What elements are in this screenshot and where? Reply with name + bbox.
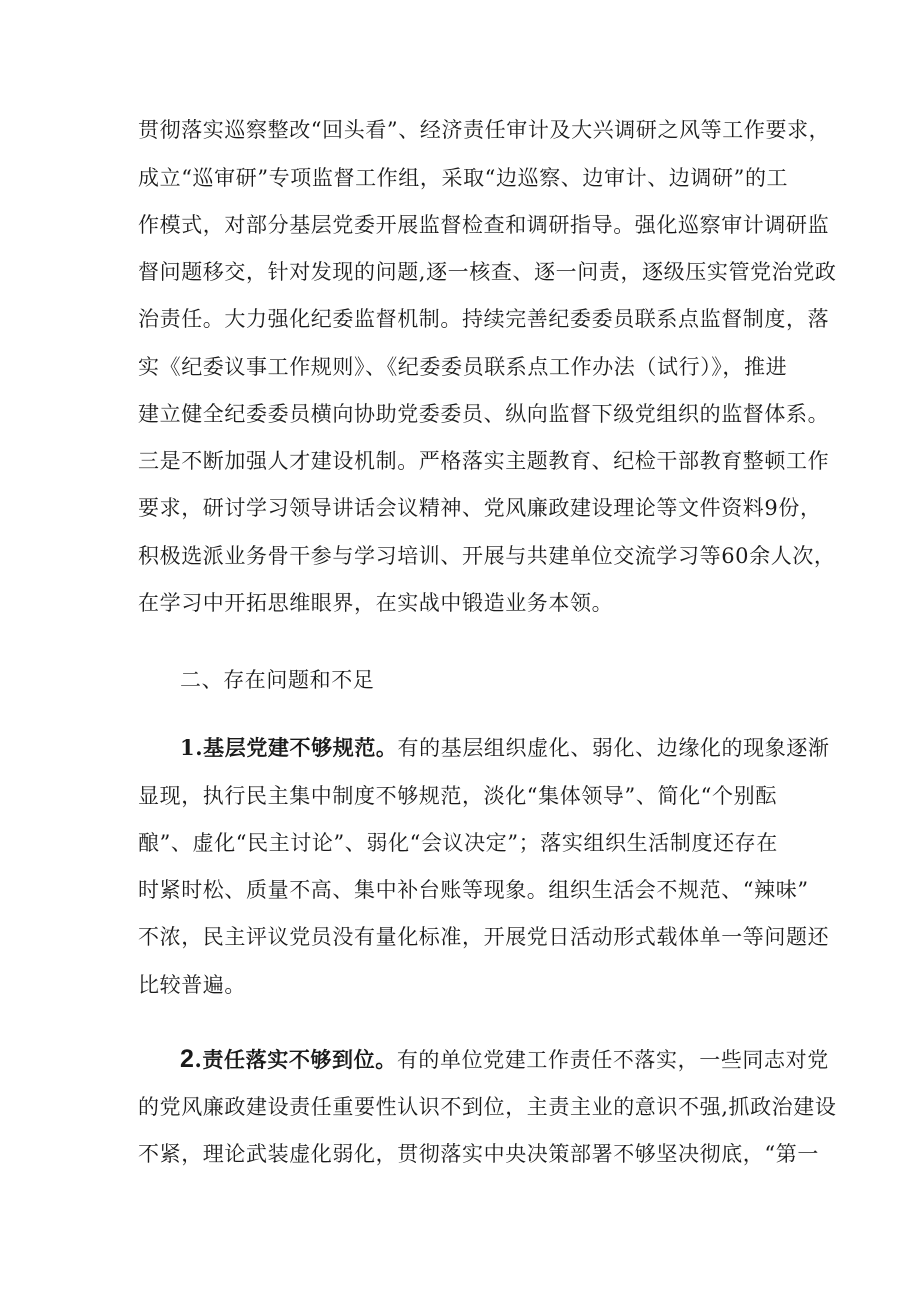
paragraph-line: 时紧时松、质量不高、集中补台账等现象。组织生活会不规范、“辣味” <box>138 878 809 902</box>
paragraph-line: 贯彻落实巡察整改“回头看”、经济责任审计及大兴调研之风等工作要求， <box>138 118 831 142</box>
paragraph-line: 的党风廉政建设责任重要性认识不到位，主责主业的意识不强,抓政治建设 <box>138 1095 837 1119</box>
item-first-line <box>180 734 830 762</box>
paragraph-line: 酿”、虚化“民主讨论”、弱化“会议决定”；落实组织生活制度还存在 <box>138 831 778 855</box>
paragraph-line: 比较普遍。 <box>138 973 246 997</box>
paragraph-line: 实《纪委议事工作规则》、《纪委委员联系点工作办法（试行）》，推进 <box>138 355 788 379</box>
paragraph-line: 治责任。大力强化纪委监督机制。持续完善纪委委员联系点监督制度，落 <box>138 307 830 331</box>
paragraph-line: 成立“巡审研”专项监督工作组，采取“边巡察、边审计、边调研”的工 <box>138 166 789 190</box>
paragraph-line: 作模式，对部分基层党委开展监督检查和调研指导。强化巡察审计调研监 <box>138 213 830 237</box>
paragraph-line: 显现，执行民主集中制度不够规范，淡化“集体领导”、简化“个别酝 <box>138 784 777 808</box>
item-number: 2 <box>180 1045 195 1073</box>
item-title: .责任落实不够到位。 <box>194 1047 397 1072</box>
paragraph-line: 在学习中开拓思维眼界，在实战中锻造业务本领。 <box>138 591 614 615</box>
item-first-line <box>180 1045 829 1074</box>
item-text: 有的基层组织虚化、弱化、边缘化的现象逐渐 <box>397 736 830 760</box>
section-heading: 二、存在问题和不足 <box>180 668 375 692</box>
paragraph-line: 建立健全纪委委员横向协助党委委员、纵向监督下级党组织的监督体系。 <box>138 402 830 426</box>
paragraph-line: 三是不断加强人才建设机制。严格落实主题教育、纪检干部教育整顿工作 <box>138 449 830 473</box>
item-title: 1.基层党建不够规范。 <box>180 735 398 760</box>
paragraph-line: 不紧，理论武装虚化弱化，贯彻落实中央决策部署不够坚决彻底，“第一 <box>138 1142 819 1166</box>
paragraph-line: 积极选派业务骨干参与学习培训、开展与共建单位交流学习等60余人次， <box>138 544 836 568</box>
paragraph-line: 督问题移交，针对发现的问题,逐一核查、逐一问责，逐级压实管党治党政 <box>138 260 837 284</box>
paragraph-line: 不浓，民主评议党员没有量化标准，开展党日活动形式载体单一等问题还 <box>138 925 830 949</box>
paragraph-line: 要求，研讨学习领导讲话会议精神、党风廉政建设理论等文件资料9份， <box>138 496 822 520</box>
item-text: 有的单位党建工作责任不落实，一些同志对党 <box>396 1048 829 1072</box>
